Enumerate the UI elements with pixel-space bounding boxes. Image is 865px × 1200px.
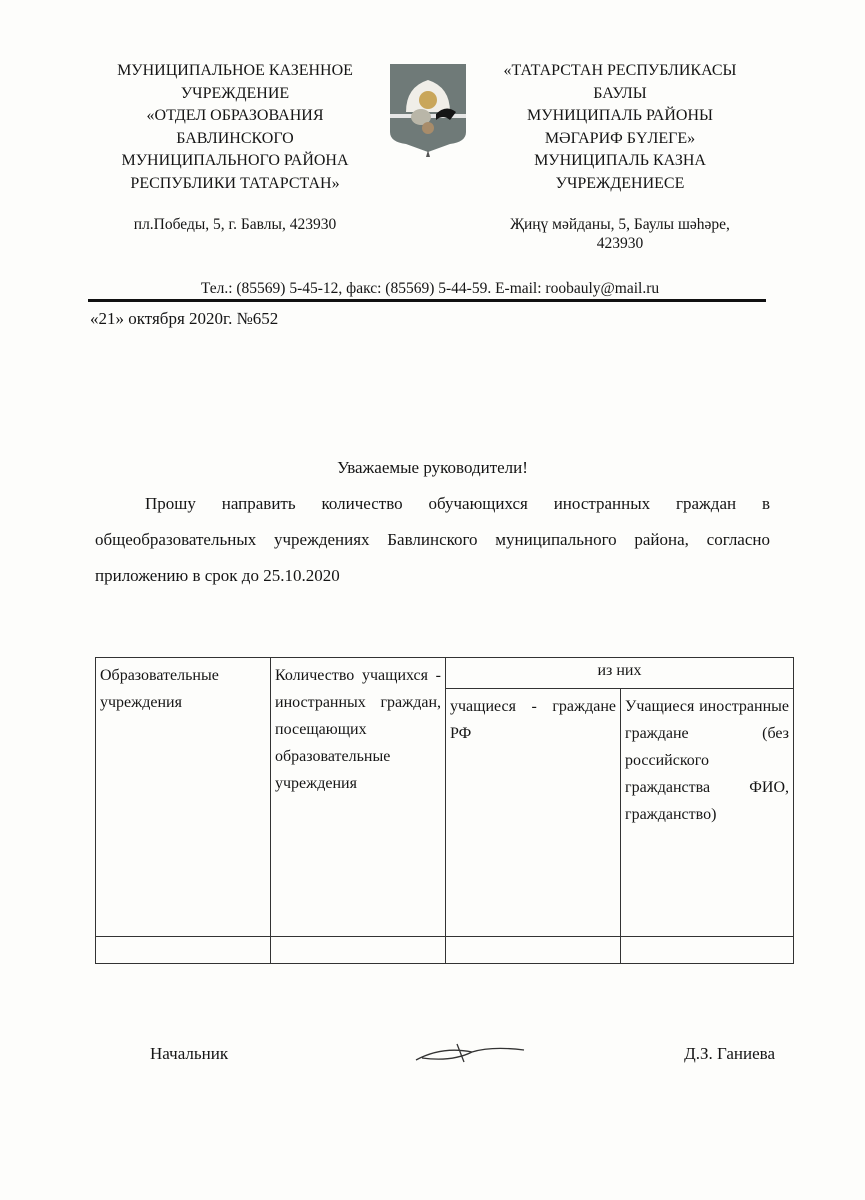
header-left-line: «ОТДЕЛ ОБРАЗОВАНИЯ — [146, 107, 324, 124]
letter-body — [95, 486, 770, 594]
appendix-table — [95, 657, 794, 964]
header-divider — [88, 299, 766, 302]
address-line: Җиңү мәйданы, 5, Баулы шәһәре, — [510, 216, 730, 233]
header-left — [85, 60, 385, 195]
table-header-foreign-count: Количество учащихся - иностранных граждан, посещающих образовательные учреждения — [271, 658, 446, 937]
header-right-line: «ТАТАРСТАН РЕСПУБЛИКАСЫ — [503, 62, 737, 79]
table-header-group: из них — [446, 658, 794, 689]
signature-position: Начальник — [150, 1044, 229, 1063]
header-right-address — [470, 215, 770, 253]
header-left-address: пл.Победы, 5, г. Бавлы, 423930 — [133, 216, 337, 233]
header-right-line: МУНИЦИПАЛЬ РАЙОНЫ — [527, 107, 713, 124]
table-cell — [621, 937, 794, 964]
table-cell — [96, 937, 271, 964]
table-header-foreign-no-citizenship: Учащиеся иностранные граждане (без российского гражданства ФИО, гражданство) — [621, 689, 794, 937]
contacts-line: Тел.: (85569) 5-45-12, факс: (85569) 5-44-59. E-mail: roobauly@mail.ru — [200, 280, 660, 297]
header-right-line: УЧРЕЖДЕНИЕСЕ — [555, 174, 685, 192]
header-right-line: МӘГАРИФ БҮЛЕГЕ» — [544, 129, 696, 147]
address-line: 423930 — [596, 235, 644, 252]
date-number: «21» октября 2020г. №652 — [90, 309, 279, 328]
header-right — [470, 60, 770, 195]
table-row — [96, 937, 794, 964]
header-left-line: РЕСПУБЛИКИ ТАТАРСТАН» — [130, 174, 340, 192]
coat-of-arms-icon — [388, 62, 468, 162]
header-left-line: МУНИЦИПАЛЬНОГО РАЙОНА — [121, 152, 349, 169]
table-cell — [271, 937, 446, 964]
table-cell — [446, 937, 621, 964]
signature-name: Д.З. Ганиева — [684, 1044, 775, 1063]
header-left-line: МУНИЦИПАЛЬНОЕ КАЗЕННОЕ — [117, 62, 353, 79]
header-right-line: МУНИЦИПАЛЬ КАЗНА — [534, 152, 706, 169]
header-left-line: УЧРЕЖДЕНИЕ — [180, 84, 290, 102]
table-header-institutions: Образовательные учреждения — [96, 658, 271, 937]
header-left-line: БАВЛИНСКОГО — [176, 129, 294, 147]
greeting: Уважаемые руководители! — [337, 458, 528, 477]
table-header-rf-citizens: учащиеся - граждане РФ — [446, 689, 621, 937]
body-paragraph: Прошу направить количество обучающихся иностранных граждан в общеобразовательных учреждениях Бавлинского муниципального района, согласно приложению в срок до 25.10.2020 — [95, 494, 770, 585]
handwritten-signature-icon — [412, 1038, 532, 1073]
header-right-line: БАУЛЫ — [593, 84, 647, 102]
